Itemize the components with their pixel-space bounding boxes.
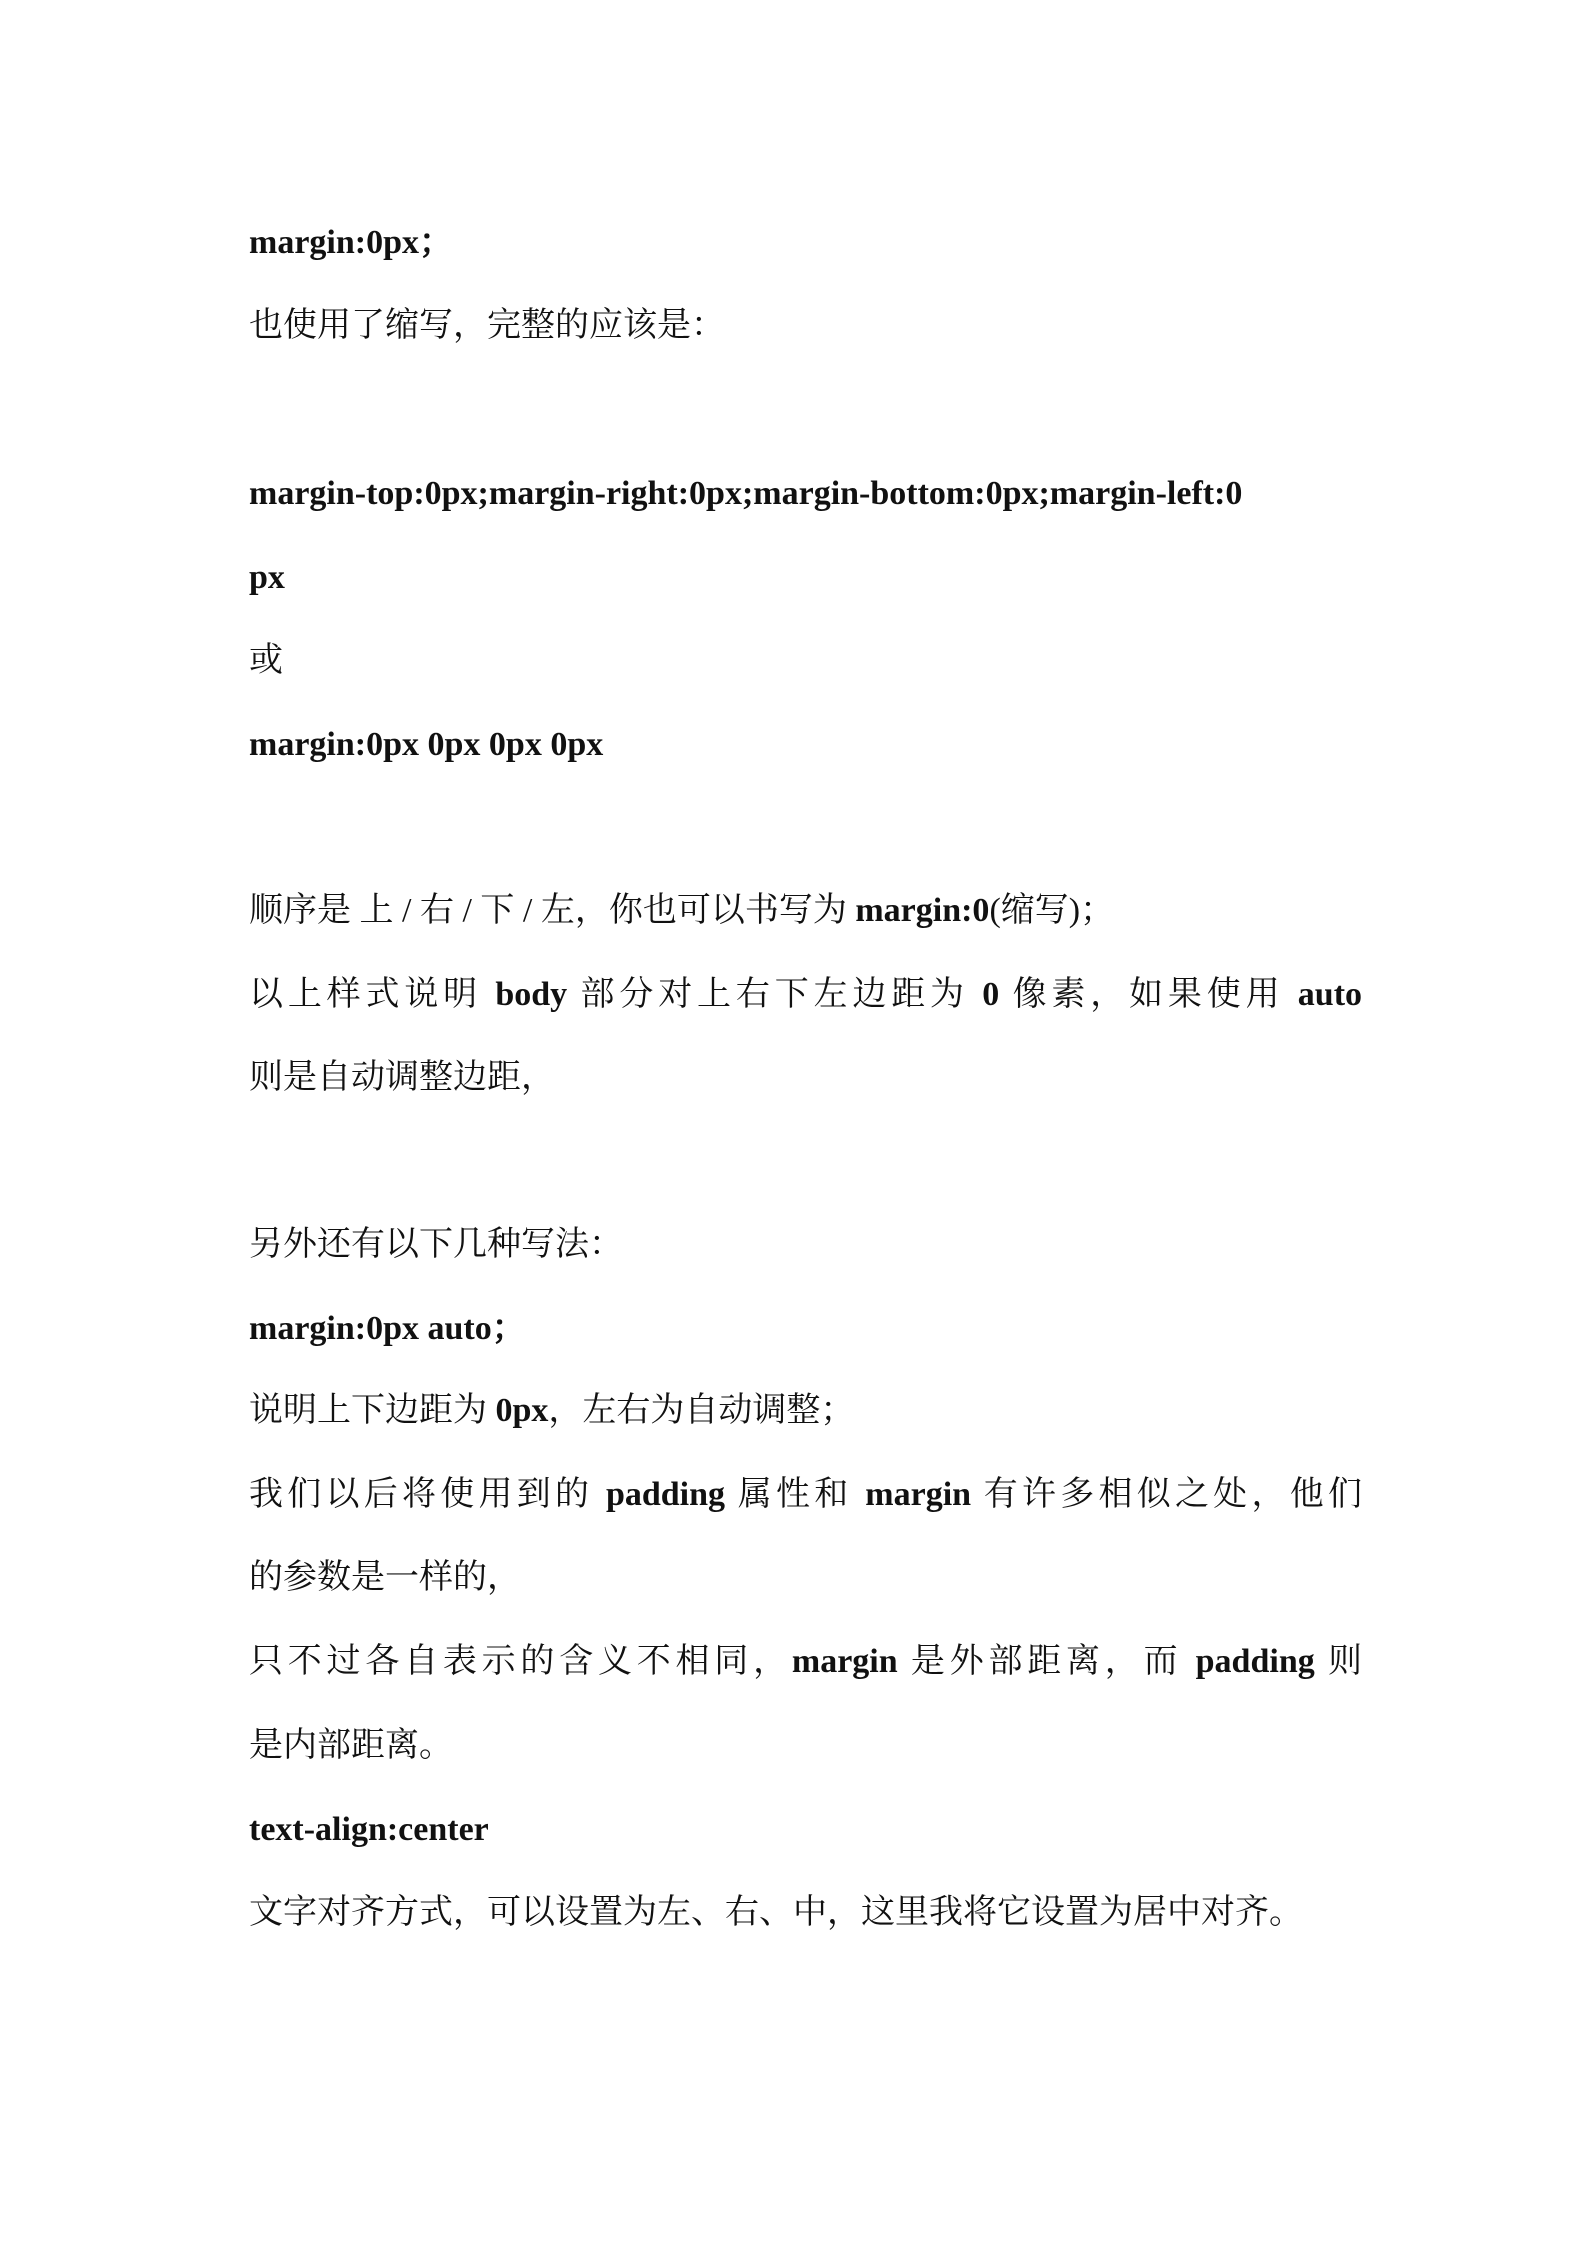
body-text: 也使用了缩写，完整的应该是： bbox=[249, 307, 725, 344]
code-text: auto bbox=[1297, 976, 1363, 1013]
body-text: 的参数是一样的， bbox=[249, 1559, 521, 1596]
body-text: 只不过各自表示的含义不相同， bbox=[249, 1643, 792, 1680]
body-text: (缩写)； bbox=[989, 892, 1115, 929]
code-text: text-align:center bbox=[249, 1811, 489, 1848]
text-line bbox=[249, 1307, 526, 1351]
code-text: px bbox=[249, 559, 285, 596]
body-text: 则 bbox=[1314, 1643, 1363, 1680]
body-text: 以上样式说明 bbox=[249, 976, 496, 1013]
text-line bbox=[249, 1473, 1362, 1517]
body-text: 顺序是 上 / 右 / 下 / 左，你也可以书写为 bbox=[249, 892, 856, 929]
code-text: margin-top:0px;margin-right:0px;margin-bottom:0px;margin-left:0 bbox=[249, 475, 1243, 512]
text-line bbox=[249, 723, 603, 767]
text-line bbox=[249, 1556, 521, 1600]
body-text: 说明上下边距为 bbox=[249, 1392, 496, 1429]
body-text: 或 bbox=[249, 642, 283, 679]
text-line bbox=[249, 221, 453, 265]
text-line bbox=[249, 1056, 555, 1100]
body-text: ，左右为自动调整； bbox=[548, 1392, 855, 1429]
body-text: 有许多相似之处，他们 bbox=[971, 1476, 1363, 1513]
body-text: 则是自动调整边距， bbox=[249, 1059, 555, 1096]
body-text: 另外还有以下几种写法： bbox=[249, 1226, 623, 1263]
text-line bbox=[249, 639, 283, 683]
code-text: margin:0px 0px 0px 0px bbox=[249, 726, 604, 763]
body-text: 文字对齐方式，可以设置为左、右、中，这里我将它设置为居中对齐。 bbox=[249, 1894, 1303, 1931]
body-text: 部分对上右下左边距为 bbox=[567, 976, 983, 1013]
code-text: margin:0px； bbox=[249, 224, 453, 261]
text-line bbox=[249, 472, 1362, 516]
text-line bbox=[249, 1389, 854, 1433]
code-text: 0 bbox=[982, 976, 1000, 1013]
text-line bbox=[249, 556, 285, 600]
text-line bbox=[249, 1891, 1303, 1935]
code-text: margin:0px auto； bbox=[249, 1310, 526, 1347]
body-text: 是外部距离，而 bbox=[897, 1643, 1196, 1680]
text-line bbox=[249, 1724, 453, 1768]
code-text: padding bbox=[605, 1476, 726, 1513]
code-text: padding bbox=[1195, 1643, 1315, 1680]
text-line bbox=[249, 1640, 1362, 1684]
code-text: body bbox=[495, 976, 568, 1013]
body-text: 我们以后将使用到的 bbox=[249, 1476, 606, 1513]
body-text: 是内部距离。 bbox=[249, 1727, 453, 1764]
text-line bbox=[249, 1223, 623, 1267]
code-text: margin bbox=[791, 1643, 898, 1680]
code-text: margin bbox=[865, 1476, 972, 1513]
body-text: 属性和 bbox=[725, 1476, 866, 1513]
code-text: margin:0 bbox=[855, 892, 990, 929]
code-text: 0px bbox=[495, 1392, 549, 1429]
text-line bbox=[249, 1808, 489, 1852]
text-line bbox=[249, 304, 725, 348]
text-line bbox=[249, 889, 1114, 933]
text-line bbox=[249, 973, 1362, 1017]
body-text: 像素，如果使用 bbox=[999, 976, 1298, 1013]
